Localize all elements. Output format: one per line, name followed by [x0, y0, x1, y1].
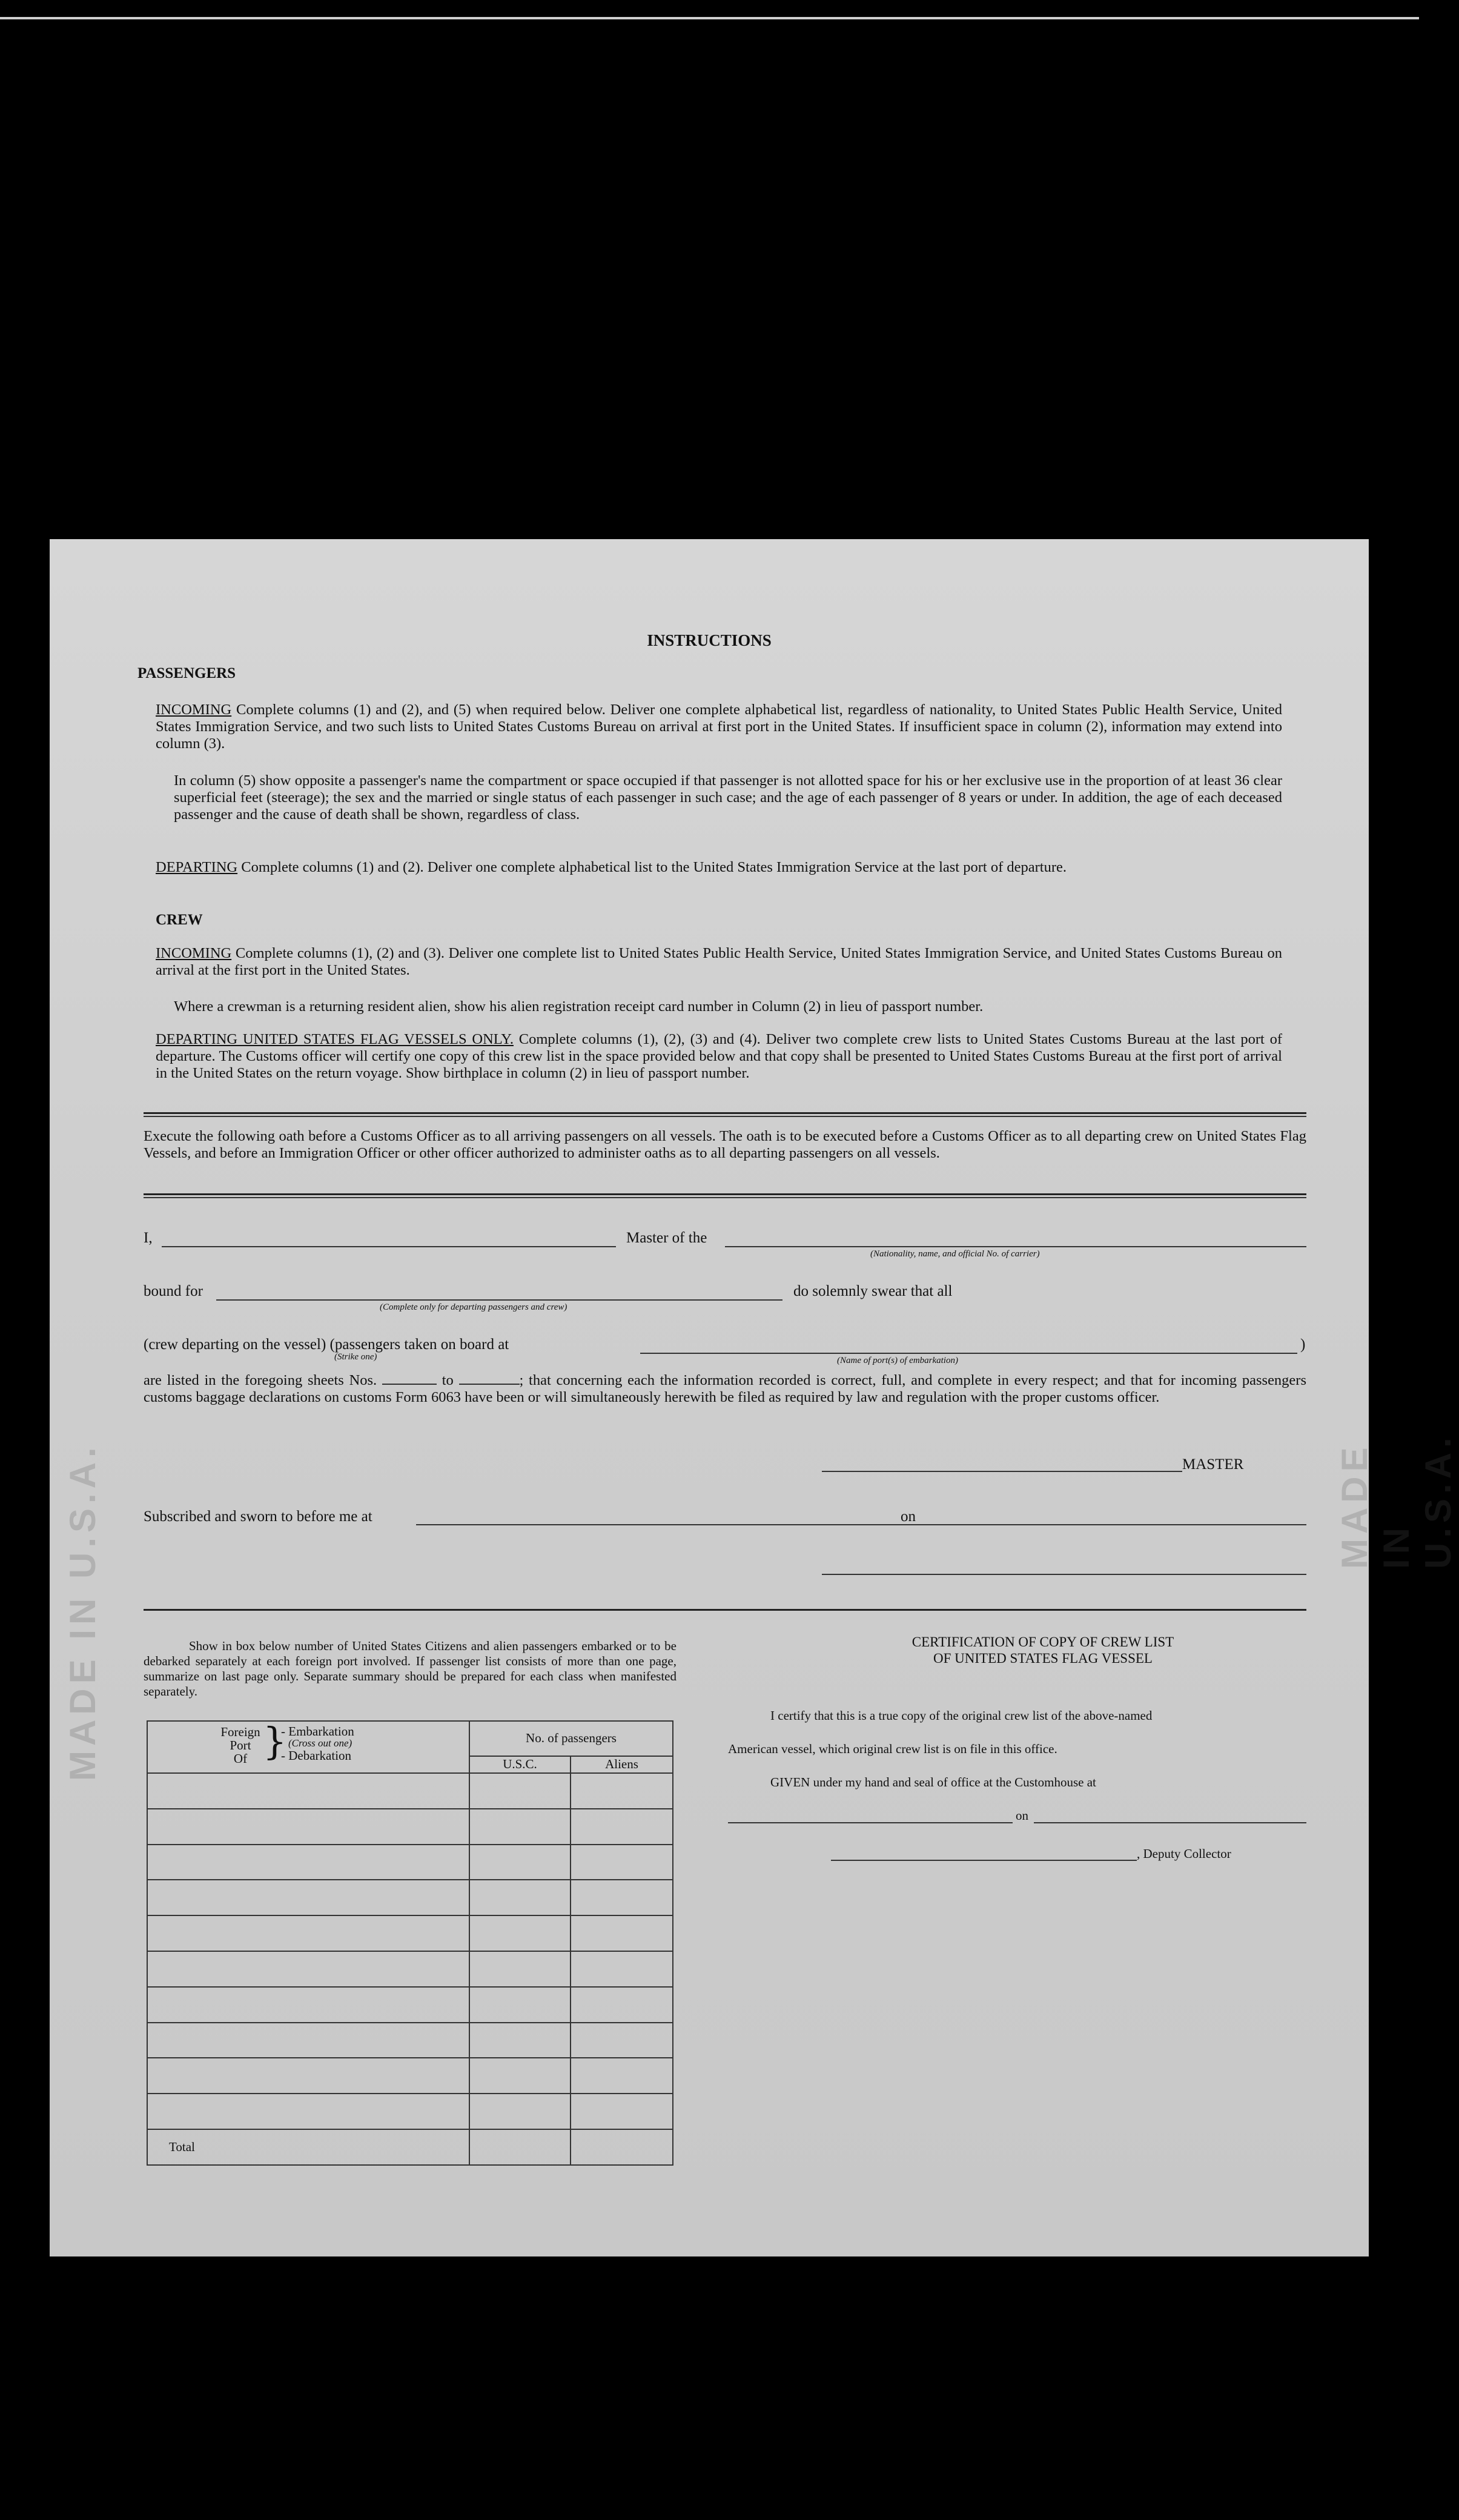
rule-above-summary: [144, 1609, 1306, 1611]
table-row: [147, 1845, 673, 1880]
aliens-cell[interactable]: [571, 1809, 673, 1845]
certification-heading-1: CERTIFICATION OF COPY OF CREW LIST: [911, 1634, 1174, 1650]
port-cell[interactable]: [147, 1845, 469, 1880]
crew-incoming-label: INCOMING: [156, 945, 232, 961]
foreign-label: Foreign: [220, 1725, 260, 1739]
aliens-cell[interactable]: [571, 1773, 673, 1809]
passengers-incoming: [156, 701, 1282, 752]
certification-line-2: American vessel, which original crew list is on file in this office.: [728, 1742, 1057, 1756]
usc-header: U.S.C.: [469, 1756, 571, 1773]
sheets-to: to: [442, 1372, 454, 1388]
aliens-cell[interactable]: [571, 2094, 673, 2129]
sworn-date-line[interactable]: [919, 1524, 1306, 1525]
certification-line-1: I certify that this is a true copy of the original crew list of the above-named: [770, 1708, 1153, 1723]
crew-departing-text: (crew departing on the vessel) (passengers taken on board at: [144, 1336, 509, 1353]
crewman-note: Where a crewman is a returning resident alien, show his alien registration receipt card number in Column (2) in lieu of passport number.: [174, 998, 984, 1015]
table-row: [147, 1809, 673, 1845]
sheet-to-blank[interactable]: [459, 1384, 520, 1385]
top-border-line: [0, 17, 1419, 19]
rule-above-oath-thin: [144, 1116, 1306, 1117]
total-label: [147, 2129, 469, 2165]
port-cell[interactable]: [147, 1951, 469, 1987]
crew-incoming: [156, 945, 1282, 979]
cross-out-hint: (Cross out one): [288, 1737, 352, 1749]
aliens-cell[interactable]: [571, 1845, 673, 1880]
port-cell[interactable]: [147, 2023, 469, 2058]
bound-for-label: bound for: [144, 1283, 203, 1299]
carrier-line[interactable]: [725, 1246, 1306, 1247]
aliens-cell[interactable]: [571, 1987, 673, 2023]
master-of-the-label: Master of the: [626, 1230, 707, 1246]
strike-one-hint: (Strike one): [334, 1352, 377, 1362]
sheets-text-1: are listed in the foregoing sheets Nos.: [144, 1372, 377, 1388]
port-cell[interactable]: [147, 1773, 469, 1809]
port-cell[interactable]: [147, 1987, 469, 2023]
deputy-collector-label: , Deputy Collector: [1137, 1846, 1231, 1861]
usc-cell[interactable]: [469, 2094, 571, 2129]
table-row: [147, 2094, 673, 2129]
rule-above-oath: [144, 1112, 1306, 1114]
crew-heading: CREW: [156, 912, 203, 928]
debarkation-label: - Debarkation: [281, 1748, 352, 1763]
usc-total-cell[interactable]: [469, 2129, 571, 2165]
passengers-departing: [156, 859, 1282, 876]
sworn-on-label: on: [901, 1508, 916, 1525]
certification-date-line[interactable]: [1034, 1822, 1306, 1823]
departing-flag-label: DEPARTING UNITED STATES FLAG VESSELS ONLY.: [156, 1031, 514, 1047]
passengers-heading: PASSENGERS: [137, 665, 236, 681]
table-row: [147, 1773, 673, 1809]
usc-cell[interactable]: [469, 1845, 571, 1880]
sheets-text-2: ; that concerning each the information recorded is correct, full, and complete in every respect; and that for incoming passengers customs baggage declarations on customs Form 6063 have been or will simultaneously herewith be filed as required by law and regulation with the proper customs officer.: [144, 1372, 1307, 1405]
crew-incoming-text: Complete columns (1), (2) and (3). Deliver one complete list to United States Public Health Service, United States Immigration Service, and United States Customs Bureau on arrival at the first port in the United States.: [156, 945, 1283, 978]
document-page: [50, 539, 1458, 2256]
page-title: INSTRUCTIONS: [647, 631, 772, 649]
usc-cell[interactable]: [469, 1880, 571, 1915]
usc-cell[interactable]: [469, 1915, 571, 1951]
officer-signature-line[interactable]: [822, 1574, 1306, 1575]
watermark-left: MADE IN U.S.A.: [62, 1442, 103, 1781]
table-row: [147, 1951, 673, 1987]
port-cell[interactable]: [147, 1809, 469, 1845]
port-cell[interactable]: [147, 1880, 469, 1915]
summary-instructions: Show in box below number of United States Citizens and alien passengers embarked or to be debarked separately at each foreign port involved. If passenger list consists of more than one page, summarize on last page only. Separate summary should be prepared for each class when manifested separately.: [144, 1639, 677, 1699]
table-row: [147, 1987, 673, 2023]
aliens-cell[interactable]: [571, 2023, 673, 2058]
bound-hint: (Complete only for departing passengers and crew): [380, 1302, 567, 1312]
close-paren: ): [1300, 1336, 1306, 1353]
usc-cell[interactable]: [469, 2058, 571, 2094]
aliens-header: Aliens: [571, 1756, 673, 1773]
sheet-from-blank[interactable]: [382, 1384, 437, 1385]
swear-text: do solemnly swear that all: [793, 1283, 953, 1299]
aliens-cell[interactable]: [571, 1880, 673, 1915]
aliens-total-cell[interactable]: [571, 2129, 673, 2165]
certification-on: on: [1016, 1808, 1028, 1823]
departing-text: Complete columns (1) and (2). Deliver one complete alphabetical list to the United States Immigration Service at the last port of departure.: [241, 859, 1067, 875]
table-row: [147, 1915, 673, 1951]
embarkation-label: - Embarkation: [281, 1724, 354, 1739]
of-label: Of: [233, 1751, 248, 1766]
usc-cell[interactable]: [469, 1987, 571, 2023]
subscribed-label: Subscribed and sworn to before me at: [144, 1508, 372, 1525]
aliens-cell[interactable]: [571, 2058, 673, 2094]
oath-instructions: Execute the following oath before a Customs Officer as to all arriving passengers on all vessels. The oath is to be executed before a Customs Officer as to all departing crew on United States Flag Vessels, and before an Immigration Officer or other officer authorized to administer oaths as to all departing passengers on all vessels.: [144, 1128, 1306, 1161]
port-label: Port: [230, 1738, 251, 1752]
bound-for-line[interactable]: [216, 1299, 782, 1301]
incoming-label: INCOMING: [156, 701, 232, 718]
rule-below-oath: [144, 1193, 1306, 1195]
departing-label: DEPARTING: [156, 859, 238, 875]
oath-i: I,: [144, 1230, 153, 1246]
usc-cell[interactable]: [469, 1809, 571, 1845]
master-signature-line[interactable]: [822, 1471, 1182, 1472]
total-row: [147, 2129, 673, 2165]
master-label: MASTER: [1182, 1456, 1244, 1473]
sworn-place-line[interactable]: [416, 1524, 946, 1525]
total-text: Total: [169, 2140, 195, 2155]
master-name-line[interactable]: [162, 1246, 616, 1247]
no-of-passengers-header: No. of passengers: [469, 1721, 673, 1756]
brace-symbol: }: [263, 1719, 287, 1763]
passenger-summary-table: [147, 1720, 673, 2166]
aliens-cell[interactable]: [571, 1915, 673, 1951]
incoming-text: Complete columns (1) and (2), and (5) when required below. Deliver one complete alphabetical list, regardless of nationality, to United States Public Health Service, United States Immigration Service, and two such lists to United States Customs Bureau on arrival at first port in the United States. If insufficient space in column (2), information may extend into column (3).: [156, 701, 1283, 752]
certification-line-3: GIVEN under my hand and seal of office at the Customhouse at: [770, 1775, 1096, 1789]
nationality-hint: (Nationality, name, and official No. of carrier): [870, 1249, 1040, 1259]
customhouse-line[interactable]: [728, 1822, 1013, 1823]
rule-below-oath-thin: [144, 1197, 1306, 1198]
table-row: [147, 2058, 673, 2094]
column5-instructions: In column (5) show opposite a passenger's name the compartment or space occupied if that passenger is not allotted space for his or her exclusive use in the proportion of at least 36 clear superficial feet (steerage); the sex and the married or single status of each passenger in such case; and the age of each passenger of 8 years or under. In addition, the age of each deceased passenger and the cause of death shall be shown, regardless of class.: [174, 772, 1282, 823]
port-cell[interactable]: [147, 2058, 469, 2094]
table-row: [147, 2023, 673, 2058]
port-cell[interactable]: [147, 1915, 469, 1951]
sheets-paragraph: [144, 1372, 1306, 1406]
aliens-cell[interactable]: [571, 1951, 673, 1987]
usc-cell[interactable]: [469, 1951, 571, 1987]
usc-cell[interactable]: [469, 2023, 571, 2058]
watermark-right: MADE IN U.S.A.: [1334, 1433, 1458, 1569]
ports-hint: (Name of port(s) of embarkation): [837, 1356, 958, 1365]
certification-heading-2: OF UNITED STATES FLAG VESSEL: [933, 1651, 1153, 1666]
foreign-port-header: [147, 1721, 469, 1773]
table-row: [147, 1880, 673, 1915]
departing-flag-text: Complete columns (1), (2), (3) and (4). Deliver two complete crew lists to United States Customs Bureau at the last port of departure. The Customs officer will certify one copy of this crew list in the space provided below and that copy shall be presented to United States Customs Bureau at the first port of arrival in the United States on the return voyage. Show birthplace in column (2) in lieu of passport number.: [156, 1031, 1282, 1081]
port-cell[interactable]: [147, 2094, 469, 2129]
embarkation-ports-line[interactable]: [640, 1353, 1297, 1354]
deputy-signature-line[interactable]: [831, 1860, 1137, 1861]
usc-cell[interactable]: [469, 1773, 571, 1809]
departing-flag-vessels: [156, 1031, 1282, 1082]
